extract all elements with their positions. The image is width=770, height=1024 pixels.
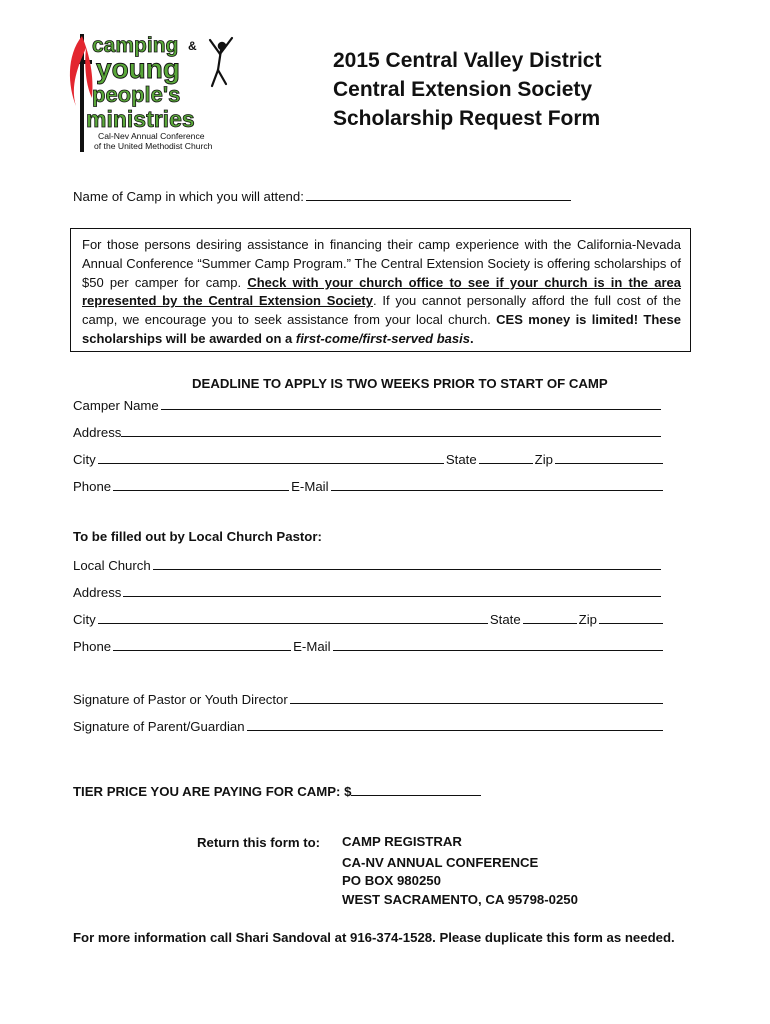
church-name-label: Local Church: [73, 558, 151, 573]
camper-name-row: [73, 395, 663, 413]
svg-text:&: &: [188, 39, 197, 53]
camper-name-label: Camper Name: [73, 398, 159, 413]
return-line-1: CAMP REGISTRAR: [342, 834, 462, 849]
church-city-field[interactable]: [98, 623, 488, 624]
title-line-2: Central Extension Society: [333, 78, 593, 101]
camper-phone-label: Phone: [73, 479, 112, 494]
church-email-label: E-Mail: [293, 639, 331, 654]
camper-zip-field[interactable]: [555, 463, 663, 464]
logo-line-4: ministries: [86, 106, 195, 132]
camper-state-label: State: [445, 452, 477, 467]
form-title: [333, 46, 601, 133]
camper-name-field[interactable]: [161, 409, 661, 410]
parent-signature-field[interactable]: [247, 730, 663, 731]
camper-city-label: City: [73, 452, 96, 467]
church-phone-label: Phone: [73, 639, 112, 654]
scholarship-notice-box: [70, 228, 691, 352]
logo-line-1: camping: [92, 34, 179, 57]
logo-line-3: people's: [92, 82, 181, 107]
camper-address-label: Address: [73, 425, 122, 440]
notice-text-5: first-come/first-served basis: [295, 330, 470, 346]
deadline-notice: DEADLINE TO APPLY IS TWO WEEKS PRIOR TO START OF CAMP: [192, 376, 608, 391]
camper-email-label: E-Mail: [291, 479, 329, 494]
return-line-3: PO BOX 980250: [342, 873, 441, 888]
camper-phone-field[interactable]: [113, 490, 289, 491]
church-state-label: State: [489, 612, 521, 627]
title-line-1: 2015 Central Valley District: [333, 49, 602, 72]
church-email-field[interactable]: [333, 650, 663, 651]
camper-city-field[interactable]: [98, 463, 444, 464]
pastor-signature-row: [73, 689, 663, 707]
tier-price-field[interactable]: [351, 795, 481, 796]
church-address-row: [73, 582, 663, 600]
church-address-field[interactable]: [123, 596, 661, 597]
church-address-label: Address: [73, 585, 122, 600]
camp-name-row: [73, 186, 573, 204]
camp-name-label: Name of Camp in which you will attend:: [73, 189, 304, 204]
church-phone-field[interactable]: [113, 650, 291, 651]
camper-address-row: [73, 422, 663, 440]
pastor-signature-label: Signature of Pastor or Youth Director: [73, 692, 288, 707]
return-line-2: CA-NV ANNUAL CONFERENCE: [342, 854, 539, 870]
camper-state-field[interactable]: [479, 463, 533, 464]
return-line-4: WEST SACRAMENTO, CA 95798-0250: [342, 891, 578, 907]
church-name-row: [73, 555, 663, 573]
church-name-field[interactable]: [153, 569, 661, 570]
parent-signature-row: [73, 716, 663, 734]
camper-email-field[interactable]: [331, 490, 663, 491]
camping-ministries-logo: [62, 26, 242, 152]
church-state-field[interactable]: [523, 623, 577, 624]
church-city-row: [73, 609, 663, 627]
notice-text-1: For those persons desiring assistance in financing their camp experience with the California-Nevada Annual Conference “Summer Camp Program.” The Central Extension Society is offering scholarships of $50 per camper for camp.: [82, 237, 681, 290]
camper-address-field[interactable]: [121, 436, 661, 437]
logo-sub-1: Cal-Nev Annual Conference: [98, 131, 205, 141]
tier-price-row: [73, 781, 483, 799]
camper-city-row: [73, 449, 663, 467]
camper-zip-label: Zip: [534, 452, 553, 467]
logo-sub-2: of the United Methodist Church: [94, 141, 213, 151]
notice-text-3: . If you cannot personally afford the full cost of the camp, we encourage you to seek assistance from your local church.: [82, 293, 681, 328]
jumping-figure-icon: [210, 38, 232, 86]
notice-text-2: Check with your church office to see if your church is in the area represented by the Central Extension Society: [82, 274, 681, 309]
church-city-label: City: [73, 612, 96, 627]
pastor-signature-field[interactable]: [290, 703, 663, 704]
title-line-3: Scholarship Request Form: [333, 107, 601, 130]
parent-signature-label: Signature of Parent/Guardian: [73, 719, 245, 734]
pastor-section-heading: To be filled out by Local Church Pastor:: [73, 529, 322, 544]
return-address: [342, 833, 578, 909]
footer-note: For more information call Shari Sandoval at 916-374-1528. Please duplicate this form as needed.: [73, 930, 675, 945]
camper-phone-row: [73, 476, 663, 494]
notice-text-6: .: [469, 330, 474, 346]
return-label: Return this form to:: [197, 835, 321, 850]
church-phone-row: [73, 636, 663, 654]
logo-line-2: young: [96, 53, 180, 84]
tier-price-label: TIER PRICE YOU ARE PAYING FOR CAMP: $: [73, 784, 352, 799]
church-zip-field[interactable]: [599, 623, 663, 624]
church-zip-label: Zip: [578, 612, 597, 627]
notice-text-4: CES money is limited! These scholarships will be awarded on a: [82, 312, 682, 346]
logo-graphic: [62, 26, 242, 152]
camp-name-field[interactable]: [306, 200, 571, 201]
